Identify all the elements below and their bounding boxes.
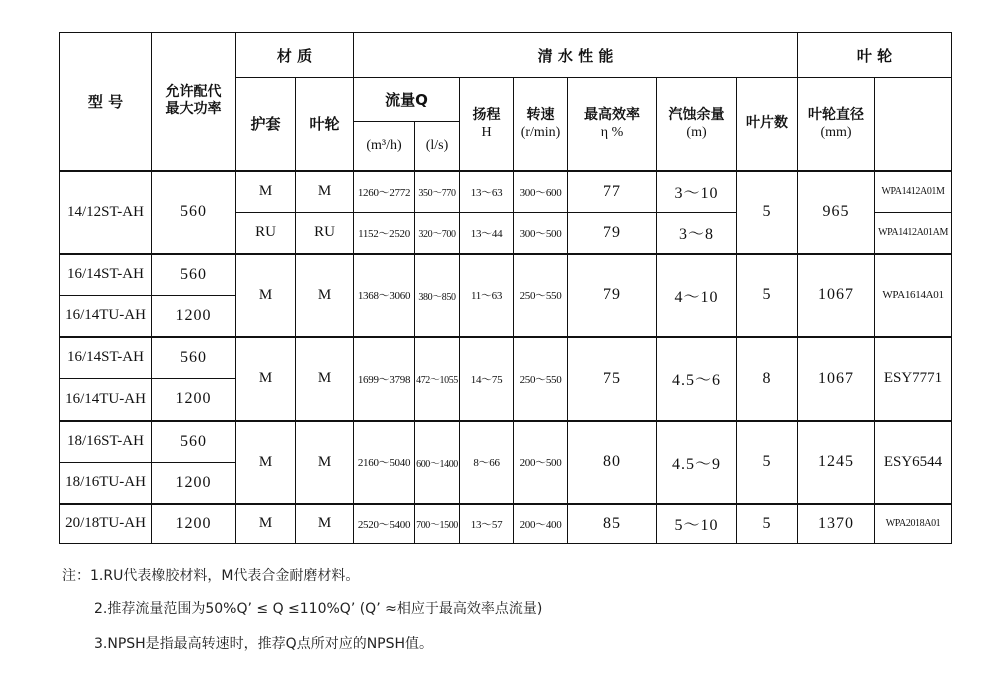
table-cell-head: 14～75 xyxy=(460,337,514,421)
table-row-model: 14/12ST-AH xyxy=(60,171,152,254)
table-cell-flow-m3h: 1152～2520 xyxy=(354,213,415,254)
table-row-power: 1200 xyxy=(152,463,236,504)
table-cell-npsh: 5～10 xyxy=(657,504,737,544)
table-row-power: 560 xyxy=(152,421,236,463)
table-cell-flow-m3h: 1699～3798 xyxy=(354,337,415,421)
table-cell-head: 11～63 xyxy=(460,254,514,337)
table-cell-head: 13～44 xyxy=(460,213,514,254)
header-clear-water: 清 水 性 能 xyxy=(354,33,798,78)
table-cell-curve: ESY7771 xyxy=(875,337,952,421)
header-material: 材 质 xyxy=(236,33,354,78)
table-row-model: 20/18TU-AH xyxy=(60,504,152,544)
table-cell-npsh: 3～10 xyxy=(657,171,737,213)
table-cell-flow-m3h: 2160～5040 xyxy=(354,421,415,504)
table-row-power: 1200 xyxy=(152,379,236,421)
table-cell-npsh: 4～10 xyxy=(657,254,737,337)
table-cell-npsh: 4.5～6 xyxy=(657,337,737,421)
table-cell-head: 13～63 xyxy=(460,171,514,213)
header-npsh-label: 汽蚀余量 xyxy=(668,106,725,123)
header-diameter-label: 叶轮直径 xyxy=(808,106,865,123)
table-cell-speed: 200～500 xyxy=(514,421,568,504)
table-row-model: 16/14TU-AH xyxy=(60,296,152,337)
table-cell-diameter: 1245 xyxy=(798,421,875,504)
table-cell-curve: WPA1412A01M xyxy=(875,171,952,213)
table-cell-efficiency: 77 xyxy=(568,171,657,213)
table-cell-flow-ls: 472～1055 xyxy=(415,337,460,421)
table-cell-impeller-material: M xyxy=(296,171,354,213)
notes-label: 注： xyxy=(62,568,90,584)
table-row-model: 16/14ST-AH xyxy=(60,254,152,296)
table-cell-efficiency: 80 xyxy=(568,421,657,504)
table-cell-flow-ls: 350～770 xyxy=(415,171,460,213)
header-diameter-unit: (mm) xyxy=(820,124,852,140)
table-cell-flow-m3h: 1368～3060 xyxy=(354,254,415,337)
header-head xyxy=(460,78,514,171)
table-cell-blades: 5 xyxy=(737,171,798,254)
table-cell-speed: 300～600 xyxy=(514,171,568,213)
table-row-power: 560 xyxy=(152,337,236,379)
table-cell-sleeve: M xyxy=(236,421,296,504)
header-head-unit: H xyxy=(481,124,492,140)
header-eff-unit: η % xyxy=(600,124,624,140)
table-row-power: 1200 xyxy=(152,504,236,544)
header-sleeve: 护套 xyxy=(236,78,296,171)
note-1-text: 1.RU代表橡胶材料，M代表合金耐磨材料。 xyxy=(90,568,360,584)
table-cell-blades: 8 xyxy=(737,337,798,421)
header-npsh xyxy=(657,78,737,171)
header-power-line1: 允许配代 xyxy=(165,84,222,101)
table-cell-diameter: 1370 xyxy=(798,504,875,544)
table-cell-flow-ls: 320～700 xyxy=(415,213,460,254)
table-cell-speed: 250～550 xyxy=(514,337,568,421)
header-npsh-unit: (m) xyxy=(686,124,707,140)
header-speed-unit: (r/min) xyxy=(520,124,561,140)
header-impeller-material: 叶轮 xyxy=(296,78,354,171)
table-cell-sleeve: M xyxy=(236,254,296,337)
table-cell-diameter: 965 xyxy=(798,171,875,254)
table-cell-impeller-material: M xyxy=(296,337,354,421)
table-cell-efficiency: 79 xyxy=(568,254,657,337)
table-cell-flow-m3h: 1260～2772 xyxy=(354,171,415,213)
table-cell-curve: WPA1614A01 xyxy=(875,254,952,337)
header-speed-label: 转速 xyxy=(526,106,555,123)
table-cell-diameter: 1067 xyxy=(798,337,875,421)
header-speed xyxy=(514,78,568,171)
table-cell-impeller-material: RU xyxy=(296,213,354,254)
table-cell-efficiency: 75 xyxy=(568,337,657,421)
table-cell-sleeve: M xyxy=(236,504,296,544)
header-power-line2: 最大功率 xyxy=(165,101,222,118)
header-model: 型 号 xyxy=(60,33,152,171)
table-cell-head: 13～57 xyxy=(460,504,514,544)
table-cell-flow-ls: 600～1400 xyxy=(415,421,460,504)
table-cell-curve: WPA2018A01 xyxy=(875,504,952,544)
table-cell-flow-ls: 380～850 xyxy=(415,254,460,337)
table-cell-efficiency: 85 xyxy=(568,504,657,544)
table-cell-efficiency: 79 xyxy=(568,213,657,254)
table-row-power: 1200 xyxy=(152,296,236,337)
table-row-model: 16/14ST-AH xyxy=(60,337,152,379)
table-cell-flow-m3h: 2520～5400 xyxy=(354,504,415,544)
table-cell-blades: 5 xyxy=(737,504,798,544)
table-row-power: 560 xyxy=(152,171,236,254)
header-head-label: 扬程 xyxy=(472,106,501,123)
table-cell-speed: 250～550 xyxy=(514,254,568,337)
table-cell-impeller-material: M xyxy=(296,254,354,337)
table-cell-blades: 5 xyxy=(737,421,798,504)
table-cell-speed: 200～400 xyxy=(514,504,568,544)
table-cell-npsh: 4.5～9 xyxy=(657,421,737,504)
pump-spec-table xyxy=(59,32,952,544)
note-3: 3.NPSH是指最高转速时，推荐Q点所对应的NPSH值。 xyxy=(94,636,434,652)
table-cell-sleeve: M xyxy=(236,171,296,213)
table-cell-speed: 300～500 xyxy=(514,213,568,254)
table-cell-diameter: 1067 xyxy=(798,254,875,337)
header-diameter xyxy=(798,78,875,171)
table-row-model: 18/16ST-AH xyxy=(60,421,152,463)
table-row-model: 16/14TU-AH xyxy=(60,379,152,421)
table-row-model: 18/16TU-AH xyxy=(60,463,152,504)
header-blades: 叶片数 xyxy=(737,78,798,171)
note-2: 2.推荐流量范围为50%Q’ ≤ Q ≤110%Q’ (Q’ ≈相应于最高效率点流量) xyxy=(94,601,543,617)
table-cell-sleeve: RU xyxy=(236,213,296,254)
table-cell-flow-ls: 700～1500 xyxy=(415,504,460,544)
table-cell-impeller-material: M xyxy=(296,421,354,504)
table-cell-impeller-material: M xyxy=(296,504,354,544)
table-cell-blades: 5 xyxy=(737,254,798,337)
table-cell-curve: WPA1412A01AM xyxy=(875,213,952,254)
header-flow-unit-ls: (l/s) xyxy=(415,122,460,171)
header-impeller: 叶 轮 xyxy=(798,33,952,78)
header-flow: 流量Q xyxy=(354,78,460,122)
header-max-power xyxy=(152,33,236,171)
table-cell-head: 8～66 xyxy=(460,421,514,504)
header-efficiency xyxy=(568,78,657,171)
table-row-power: 560 xyxy=(152,254,236,296)
header-flow-unit-m3h: (m³/h) xyxy=(354,122,415,171)
table-cell-npsh: 3～8 xyxy=(657,213,737,254)
table-cell-sleeve: M xyxy=(236,337,296,421)
header-eff-label: 最高效率 xyxy=(584,106,641,123)
note-1 xyxy=(62,565,359,585)
table-cell-curve: ESY6544 xyxy=(875,421,952,504)
